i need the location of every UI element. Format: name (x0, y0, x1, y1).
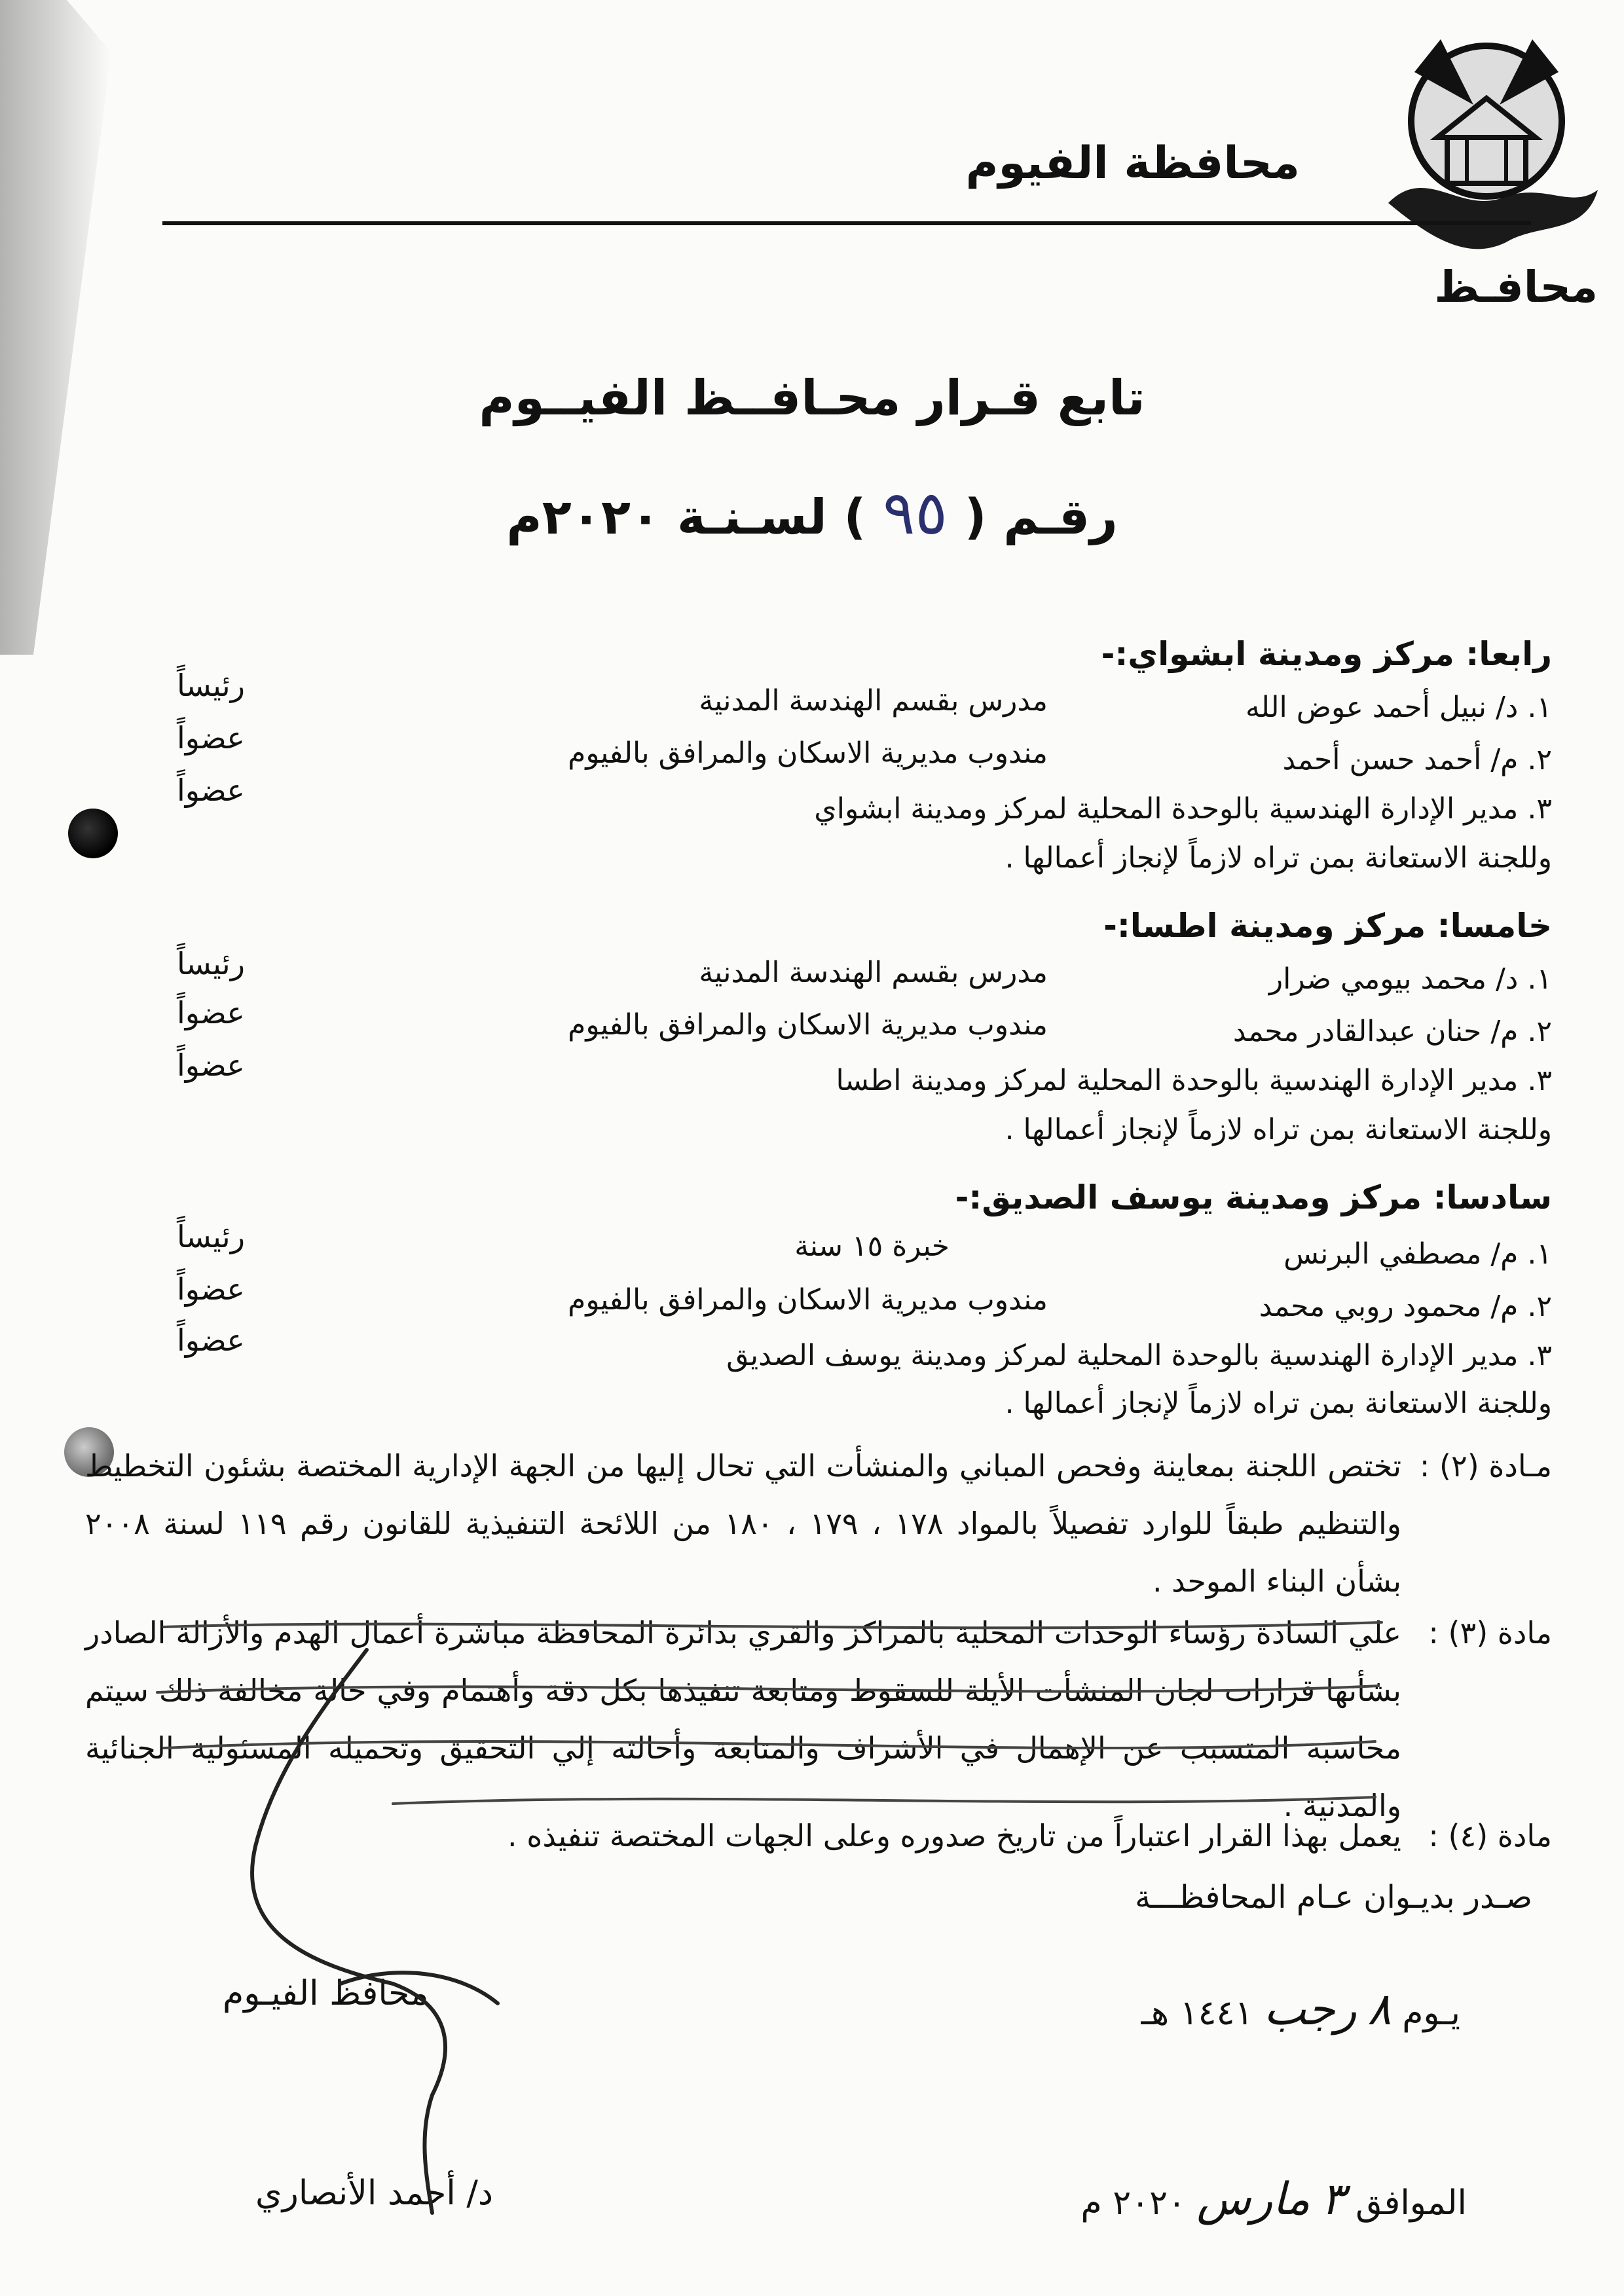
governor-office-label: محافـظ (1434, 262, 1598, 312)
section-closing: وللجنة الاستعانة بمن تراه لازماً لإنجاز أعمالها . (1005, 1387, 1552, 1420)
member-name: ١. م/ مصطفي البرنس (1283, 1237, 1552, 1271)
number-suffix: ) لسـنـة ٢٠٢٠م (506, 489, 866, 545)
number-prefix: رقـم ( (964, 489, 1118, 545)
underline-3 (164, 1741, 1375, 1748)
article-text: تختص اللجنة بمعاينة وفحص المباني والمنشأت التي تحال إليها من الجهة الإدارية المختصة بشئون التخطيط والتنظيم طبقاً للوارد تفصيلاً بالمواد ١٧٨ ، ١٧٩ ، ١٨٠ من اللائحة التنفيذية للقانون رقم ١١٩ لسنة ٢٠٠٨ بشأن البناء الموحد . (85, 1448, 1402, 1599)
member-role: عضواً (177, 995, 245, 1030)
member-title: مدرس بقسم الهندسة المدنية (699, 956, 1048, 989)
member-name: ٣. مدير الإدارة الهندسية بالوحدة المحلية لمركز ومدينة اطسا (836, 1064, 1552, 1097)
member-name: ٣. مدير الإدارة الهندسية بالوحدة المحلية لمركز ومدينة يوسف الصديق (726, 1339, 1552, 1372)
gregorian-prefix: الموافق (1356, 2183, 1467, 2223)
member-name: ١. د/ محمد بيومي ضرار (1268, 962, 1552, 996)
member-title: مندوب مديرية الاسكان والمرافق بالفيوم (568, 1283, 1048, 1317)
member-title: مدرس بقسم الهندسة المدنية (699, 684, 1048, 718)
section-closing: وللجنة الاستعانة بمن تراه لازماً لإنجاز أعمالها . (1005, 841, 1552, 875)
signature-title: محافظ الفيـوم (223, 1974, 429, 2013)
hijri-day: ٨ (1367, 1984, 1392, 2035)
member-title: مندوب مديرية الاسكان والمرافق بالفيوم (568, 737, 1048, 770)
section-heading: سادسا: مركز ومدينة يوسف الصديق:- (955, 1178, 1552, 1216)
member-role: رئيساً (177, 668, 245, 703)
member-title: خبرة ١٥ سنة (794, 1230, 950, 1263)
member-name: ٢. م/ محمود روبي محمد (1259, 1290, 1552, 1323)
gregorian-day: ٣ (1321, 2174, 1345, 2225)
member-role: رئيساً (177, 1219, 245, 1254)
member-role: عضواً (177, 1322, 245, 1358)
member-role: عضواً (177, 720, 245, 756)
section-closing: وللجنة الاستعانة بمن تراه لازماً لإنجاز أعمالها . (1005, 1113, 1552, 1146)
signature-stroke (252, 1650, 445, 2213)
section-heading: خامسا: مركز ومدينة اطسا:- (1103, 907, 1552, 945)
article-text: يعمل بهذا القرار اعتباراً من تاريخ صدوره وعلى الجهات المختصة تنفيذه . (507, 1818, 1401, 1853)
member-role: عضواً (177, 773, 245, 808)
gregorian-month: مارس (1196, 2174, 1310, 2225)
article-label: مـادة (٢) : (1419, 1448, 1552, 1484)
article-label: مادة (٤) : (1428, 1818, 1552, 1853)
decision-title: تابع قـرار محـافــظ الفيــوم (479, 370, 1145, 426)
hijri-year: ١٤٤١ هـ (1141, 1994, 1253, 2033)
section-heading: رابعا: مركز ومدينة ابشواي:- (1101, 635, 1552, 673)
article-text: علي السادة رؤساء الوحدات المحلية بالمراكز والقري بدائرة المحافظة مباشرة أعمال الهدم والأزالة الصادر بشأنها قرارات لجان المنشأت الأيلة للسقوط ومتابعة تنفيذها بكل دقة وأهتمام وفي حالة مخالفة ذلك سيتم محاسبة المتسبب عن الإهمال في الأشراف والمتابعة وأحالته إلي التحقيق وتحميله المسئولية الجنائية والمدنية . (85, 1615, 1401, 1823)
decision-number: ٩٥ (883, 478, 948, 548)
member-name: ٢. م/ أحمد حسن أحمد (1282, 743, 1552, 776)
member-role: عضواً (177, 1048, 245, 1083)
signature-name: د/ أحمد الأنصاري (255, 2174, 494, 2213)
underline-4 (393, 1797, 1375, 1804)
governorate-name: محافظة الفيوم (965, 137, 1300, 189)
member-name: ٢. م/ حنان عبدالقادر محمد (1232, 1015, 1552, 1048)
gregorian-year: ٢٠٢٠ م (1080, 2183, 1186, 2223)
hijri-month: رجب (1263, 1984, 1357, 2035)
member-name: ٣. مدير الإدارة الهندسية بالوحدة المحلية لمركز ومدينة ابشواي (814, 792, 1552, 826)
underline-1 (164, 1622, 1382, 1628)
hijri-prefix: يـوم (1402, 1994, 1460, 2033)
member-title: مندوب مديرية الاسكان والمرافق بالفيوم (568, 1008, 1048, 1042)
issued-line: صـدر بديـوان عـام المحافظـــة (1135, 1879, 1532, 1916)
article-label: مادة (٣) : (1428, 1615, 1552, 1650)
member-role: رئيساً (177, 946, 245, 981)
member-name: ١. د/ نبيل أحمد عوض الله (1245, 691, 1552, 724)
member-role: عضواً (177, 1271, 245, 1307)
